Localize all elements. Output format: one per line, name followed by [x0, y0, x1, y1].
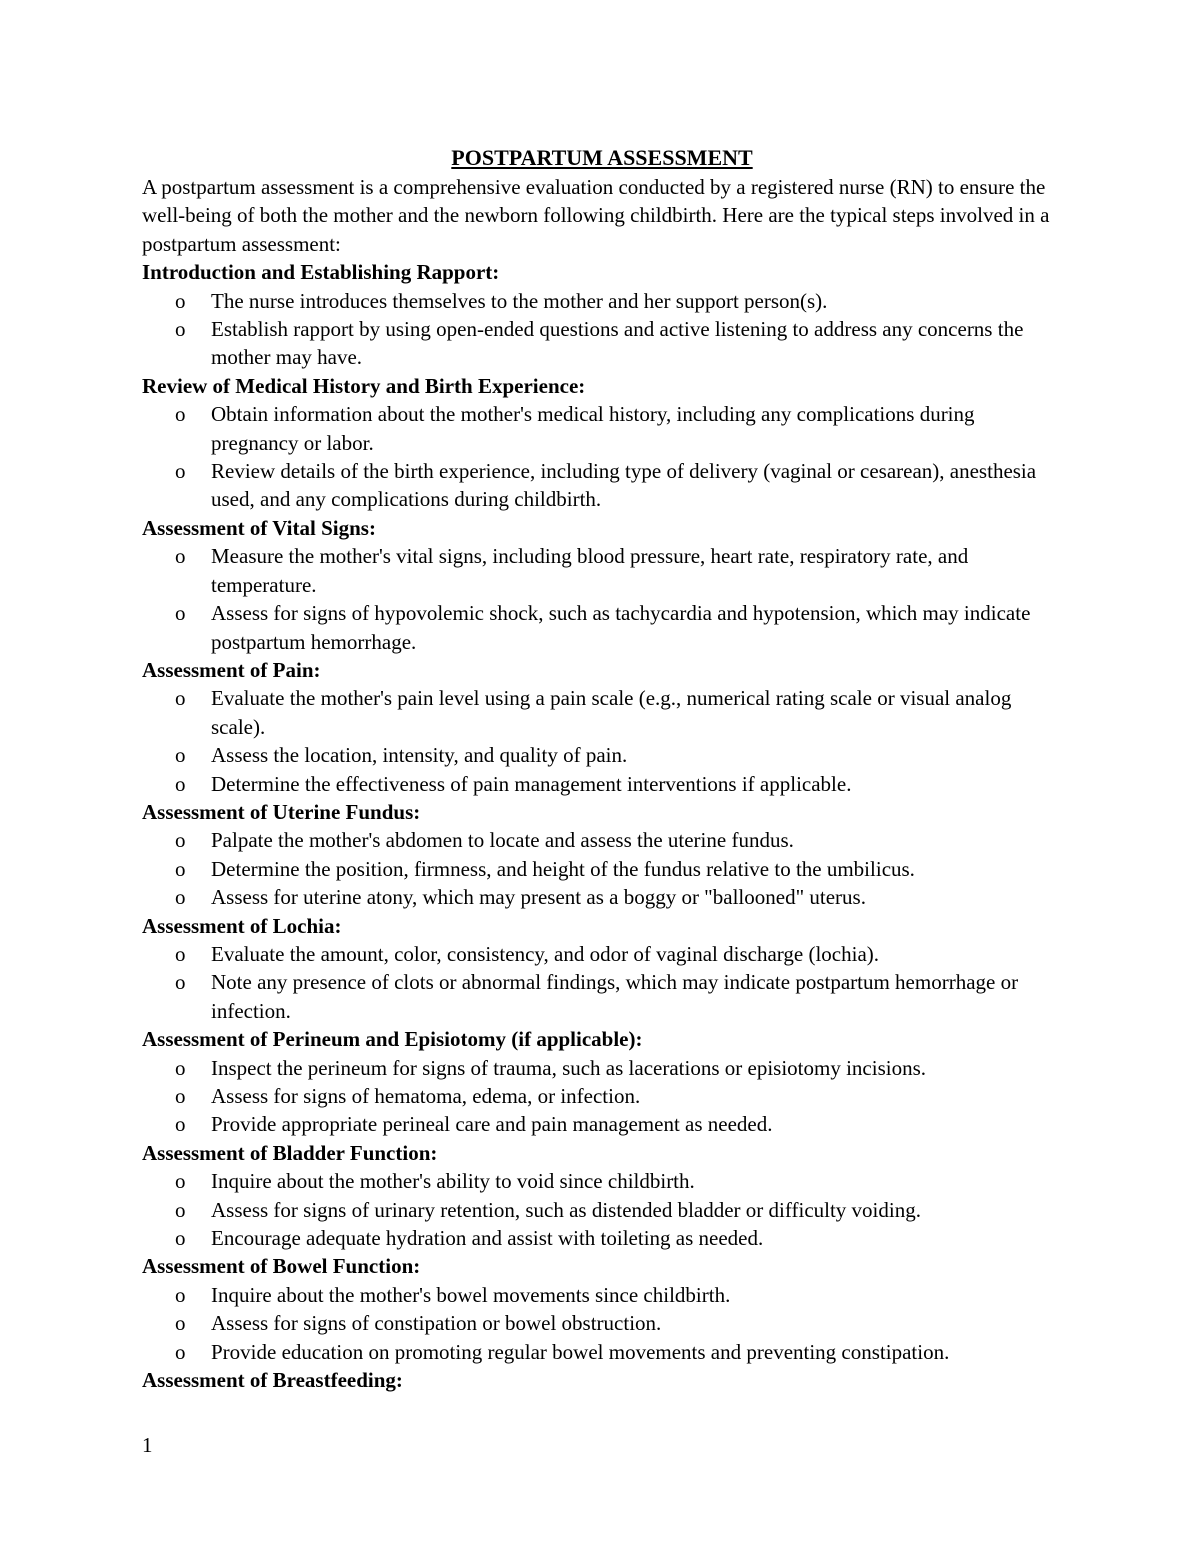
page-number: 1 — [142, 1433, 153, 1457]
list-item-text: Measure the mother's vital signs, including blood pressure, heart rate, respiratory rate, and temperature. — [211, 544, 969, 597]
bullet-icon: o — [175, 1112, 186, 1137]
bullet-icon: o — [175, 743, 186, 768]
list-item — [142, 1110, 1062, 1138]
section-list — [142, 542, 1062, 656]
section-heading: Assessment of Bowel Function: — [142, 1254, 421, 1279]
list-item-text: Evaluate the mother's pain level using a pain scale (e.g., numerical rating scale or visual analog scale). — [211, 686, 1012, 739]
list-item — [142, 315, 1062, 372]
bullet-icon: o — [175, 459, 186, 484]
list-item-text: Assess the location, intensity, and quality of pain. — [211, 743, 628, 768]
list-item-text: Assess for signs of hypovolemic shock, such as tachycardia and hypotension, which may indicate postpartum hemorrhage. — [211, 601, 1031, 654]
list-item-text: Provide appropriate perineal care and pain management as needed. — [211, 1112, 773, 1137]
list-item-text: Assess for signs of constipation or bowel obstruction. — [211, 1311, 662, 1336]
section-list — [142, 826, 1062, 911]
bullet-icon: o — [175, 856, 186, 881]
section-heading: Assessment of Bladder Function: — [142, 1140, 438, 1165]
bullet-icon: o — [175, 544, 186, 569]
bullet-icon: o — [175, 1169, 186, 1194]
list-item — [142, 770, 1062, 798]
list-item — [142, 1196, 1062, 1224]
bullet-icon: o — [175, 941, 186, 966]
list-item — [142, 741, 1062, 769]
list-item — [142, 542, 1062, 599]
list-item-text: The nurse introduces themselves to the mother and her support person(s). — [211, 288, 828, 313]
document-page — [142, 143, 1062, 1394]
list-item — [142, 855, 1062, 883]
section-heading: Assessment of Perineum and Episiotomy (if applicable): — [142, 1027, 643, 1052]
bullet-icon: o — [175, 601, 186, 626]
list-item-text: Determine the position, firmness, and height of the fundus relative to the umbilicus. — [211, 856, 915, 881]
list-item-text: Assess for signs of urinary retention, such as distended bladder or difficulty voiding. — [211, 1197, 921, 1222]
list-item-text: Obtain information about the mother's medical history, including any complications during pregnancy or labor. — [211, 402, 975, 455]
bullet-icon: o — [175, 1282, 186, 1307]
section-heading: Assessment of Vital Signs: — [142, 515, 376, 540]
section-heading: Review of Medical History and Birth Experience: — [142, 373, 586, 398]
bullet-icon: o — [175, 828, 186, 853]
list-item-text: Evaluate the amount, color, consistency, and odor of vaginal discharge (lochia). — [211, 941, 880, 966]
list-item — [142, 940, 1062, 968]
list-item — [142, 883, 1062, 911]
section-list — [142, 1281, 1062, 1366]
list-item — [142, 1281, 1062, 1309]
list-item-text: Review details of the birth experience, including type of delivery (vaginal or cesarean), anesthesia used, and any complications during childbirth. — [211, 459, 1037, 512]
list-item-text: Provide education on promoting regular bowel movements and preventing constipation. — [211, 1339, 950, 1364]
list-item — [142, 1224, 1062, 1252]
section-heading: Assessment of Pain: — [142, 657, 321, 682]
section-list — [142, 940, 1062, 1025]
section-heading: Assessment of Lochia: — [142, 913, 342, 938]
list-item-text: Assess for signs of hematoma, edema, or infection. — [211, 1084, 641, 1108]
list-item — [142, 1082, 1062, 1110]
section-list — [142, 1167, 1062, 1252]
list-item-text: Inquire about the mother's ability to void since childbirth. — [211, 1169, 695, 1194]
sections-container — [142, 258, 1062, 1394]
bullet-icon: o — [175, 1084, 186, 1108]
bullet-icon: o — [175, 686, 186, 711]
list-item — [142, 1054, 1062, 1082]
section-list — [142, 684, 1062, 798]
list-item — [142, 1167, 1062, 1195]
bullet-icon: o — [175, 317, 186, 342]
bullet-icon: o — [175, 1055, 186, 1080]
intro-paragraph: A postpartum assessment is a comprehensive evaluation conducted by a registered nurse (RN) to ensure the well-being of both the mother and the newborn following childbirth. Here are the typical steps involved in a postpartum assessment: — [142, 175, 1050, 256]
list-item — [142, 287, 1062, 315]
list-item-text: Palpate the mother's abdomen to locate and assess the uterine fundus. — [211, 828, 794, 853]
list-item-text: Assess for uterine atony, which may present as a boggy or "ballooned" uterus. — [211, 885, 866, 910]
list-item — [142, 968, 1062, 1025]
list-item — [142, 599, 1062, 656]
list-item — [142, 1309, 1062, 1337]
bullet-icon: o — [175, 1311, 186, 1336]
bullet-icon: o — [175, 885, 186, 910]
list-item — [142, 400, 1062, 457]
list-item-text: Note any presence of clots or abnormal findings, which may indicate postpartum hemorrhage or infection. — [211, 970, 1019, 1023]
bullet-icon: o — [175, 1197, 186, 1222]
bullet-icon: o — [175, 970, 186, 995]
section-heading: Assessment of Uterine Fundus: — [142, 799, 421, 824]
section-heading: Assessment of Breastfeeding: — [142, 1368, 403, 1393]
list-item-text: Encourage adequate hydration and assist with toileting as needed. — [211, 1226, 764, 1251]
list-item-text: Inquire about the mother's bowel movements since childbirth. — [211, 1282, 731, 1307]
bullet-icon: o — [175, 1339, 186, 1364]
section-heading: Introduction and Establishing Rapport: — [142, 260, 500, 285]
list-item-text: Determine the effectiveness of pain management interventions if applicable. — [211, 771, 852, 796]
list-item — [142, 684, 1062, 741]
list-item-text: Establish rapport by using open-ended questions and active listening to address any concerns the mother may have. — [211, 317, 1024, 370]
list-item — [142, 457, 1062, 514]
list-item-text: Inspect the perineum for signs of trauma, such as lacerations or episiotomy incisions. — [211, 1055, 926, 1080]
bullet-icon: o — [175, 402, 186, 427]
list-item — [142, 826, 1062, 854]
section-list — [142, 400, 1062, 514]
section-list — [142, 1054, 1062, 1139]
list-item — [142, 1338, 1062, 1366]
bullet-icon: o — [175, 288, 186, 313]
section-list — [142, 287, 1062, 372]
document-title: POSTPARTUM ASSESSMENT — [451, 145, 753, 170]
bullet-icon: o — [175, 771, 186, 796]
bullet-icon: o — [175, 1226, 186, 1251]
